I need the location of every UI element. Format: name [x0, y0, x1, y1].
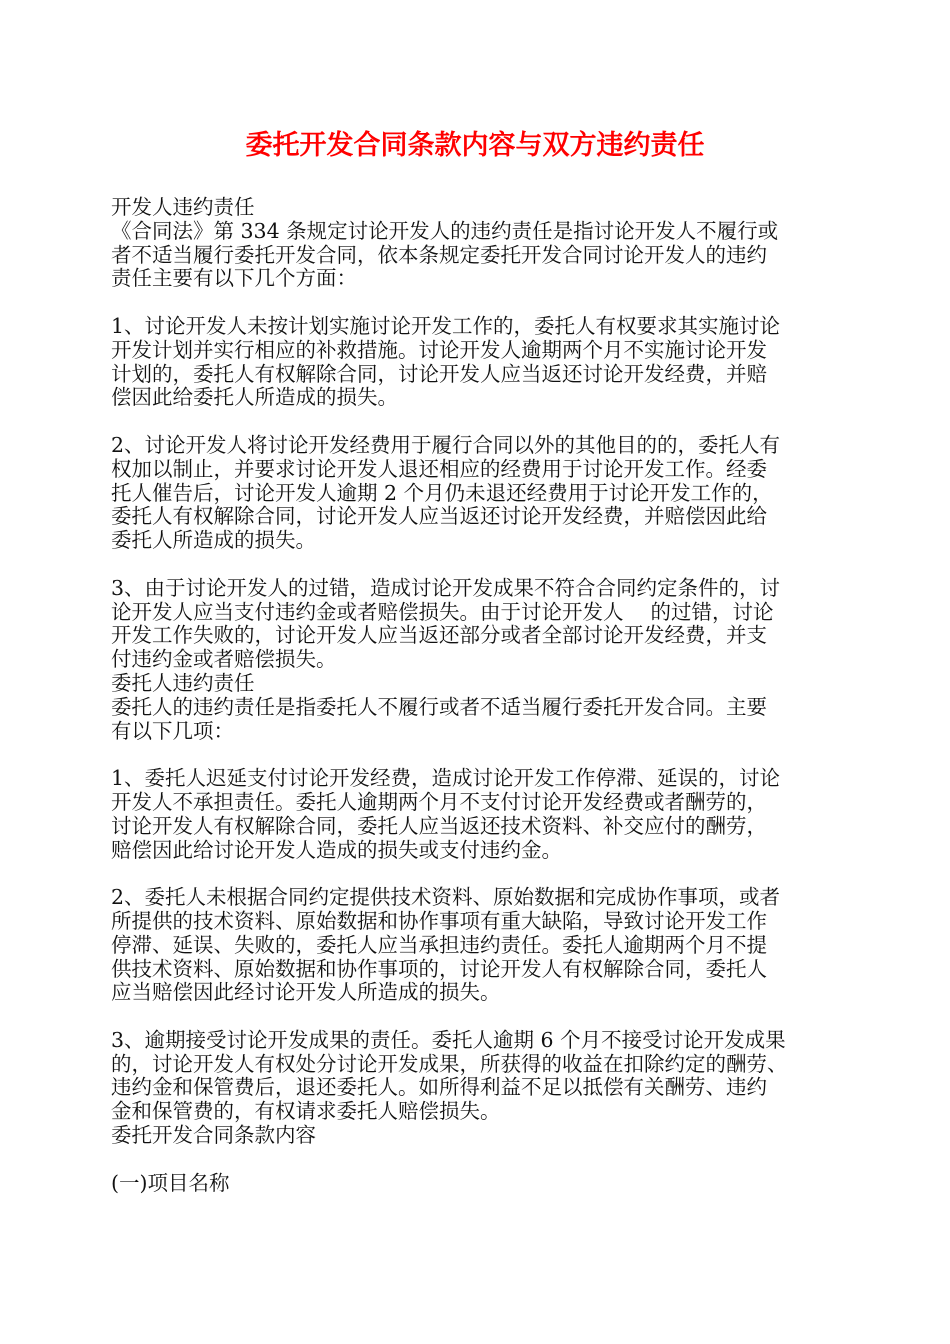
- text-line: 托人催告后，讨论开发人逾期 2 个月仍未退还经费用于讨论开发工作的，: [111, 480, 773, 505]
- blank-line: [111, 1005, 846, 1029]
- blank-line: [111, 862, 846, 886]
- text-line: 开发工作失败的，讨论开发人应当返还部分或者全部讨论开发经费，并支: [111, 623, 767, 648]
- text-line: 违约金和保管费后，退还委托人。如所得利益不足以抵偿有关酬劳、违约: [111, 1075, 767, 1100]
- text-line: 开发计划并实行相应的补救措施。讨论开发人逾期两个月不实施讨论开发: [111, 337, 767, 362]
- text-line: 的，讨论开发人有权处分讨论开发成果，所获得的收益在扣除约定的酬劳、: [111, 1051, 788, 1076]
- text-line: 付违约金或者赔偿损失。: [111, 647, 337, 672]
- text-line: 3、逾期接受讨论开发成果的责任。委托人逾期 6 个月不接受讨论开发成果: [111, 1027, 786, 1052]
- text-line: 权加以制止，并要求讨论开发人退还相应的经费用于讨论开发工作。经委: [111, 456, 767, 481]
- text-line: 停滞、延误、失败的，委托人应当承担违约责任。委托人逾期两个月不提: [111, 932, 767, 957]
- text-line: 委托人有权解除合同，讨论开发人应当返还讨论开发经费，并赔偿因此给: [111, 504, 767, 529]
- text-line: 1、讨论开发人未按计划实施讨论开发工作的，委托人有权要求其实施讨论: [111, 313, 781, 338]
- blank-line: [111, 553, 846, 577]
- text-line: 2、讨论开发人将讨论开发经费用于履行合同以外的其他目的的，委托人有: [111, 432, 781, 457]
- text-line: 讨论开发人有权解除合同，委托人应当返还技术资料、补交应付的酬劳，: [111, 813, 767, 838]
- text-line: 委托人违约责任: [111, 670, 255, 695]
- text-line: 论开发人应当支付违约金或者赔偿损失。由于讨论开发人 的过错，讨论: [111, 599, 774, 624]
- text-line: 所提供的技术资料、原始数据和协作事项有重大缺陷，导致讨论开发工作: [111, 908, 767, 933]
- text-line: 委托人的违约责任是指委托人不履行或者不适当履行委托开发合同。主要: [111, 694, 767, 719]
- text-line: 委托开发合同条款内容: [111, 1123, 316, 1148]
- text-line: 者不适当履行委托开发合同，依本条规定委托开发合同讨论开发人的违约: [111, 242, 767, 267]
- text-line: 开发人不承担责任。委托人逾期两个月不支付讨论开发经费或者酬劳的，: [111, 789, 767, 814]
- text-line: 1、委托人迟延支付讨论开发经费，造成讨论开发工作停滞、延误的，讨论: [111, 766, 781, 791]
- text-line: 3、由于讨论开发人的过错，造成讨论开发成果不符合合同约定条件的，讨: [111, 575, 781, 600]
- text-line: 应当赔偿因此经讨论开发人所造成的损失。: [111, 980, 501, 1005]
- text-line: 偿因此给委托人所造成的损失。: [111, 385, 398, 410]
- text-line: 赔偿因此给讨论开发人造成的损失或支付违约金。: [111, 837, 562, 862]
- blank-line: [111, 1148, 846, 1172]
- document-body: [111, 196, 846, 1195]
- blank-line: [111, 291, 846, 315]
- text-line: 《合同法》第 334 条规定讨论开发人的违约责任是指讨论开发人不履行或: [111, 218, 779, 243]
- text-line: 有以下几项：: [111, 718, 234, 743]
- text-line: 金和保管费的，有权请求委托人赔偿损失。: [111, 1099, 501, 1124]
- text-line: 开发人违约责任: [111, 195, 255, 219]
- text-line: (一)项目名称: [111, 1170, 230, 1195]
- text-line: 责任主要有以下几个方面：: [111, 266, 357, 291]
- text-line: 2、委托人未根据合同约定提供技术资料、原始数据和完成协作事项，或者: [111, 885, 781, 910]
- text-line: 供技术资料、原始数据和协作事项的，讨论开发人有权解除合同，委托人: [111, 956, 767, 981]
- document-title: 委托开发合同条款内容与双方违约责任: [245, 130, 705, 161]
- text-line: 委托人所造成的损失。: [111, 528, 316, 553]
- blank-line: [111, 743, 846, 767]
- text-line: 计划的，委托人有权解除合同，讨论开发人应当返还讨论开发经费，并赔: [111, 361, 767, 386]
- blank-line: [111, 410, 846, 434]
